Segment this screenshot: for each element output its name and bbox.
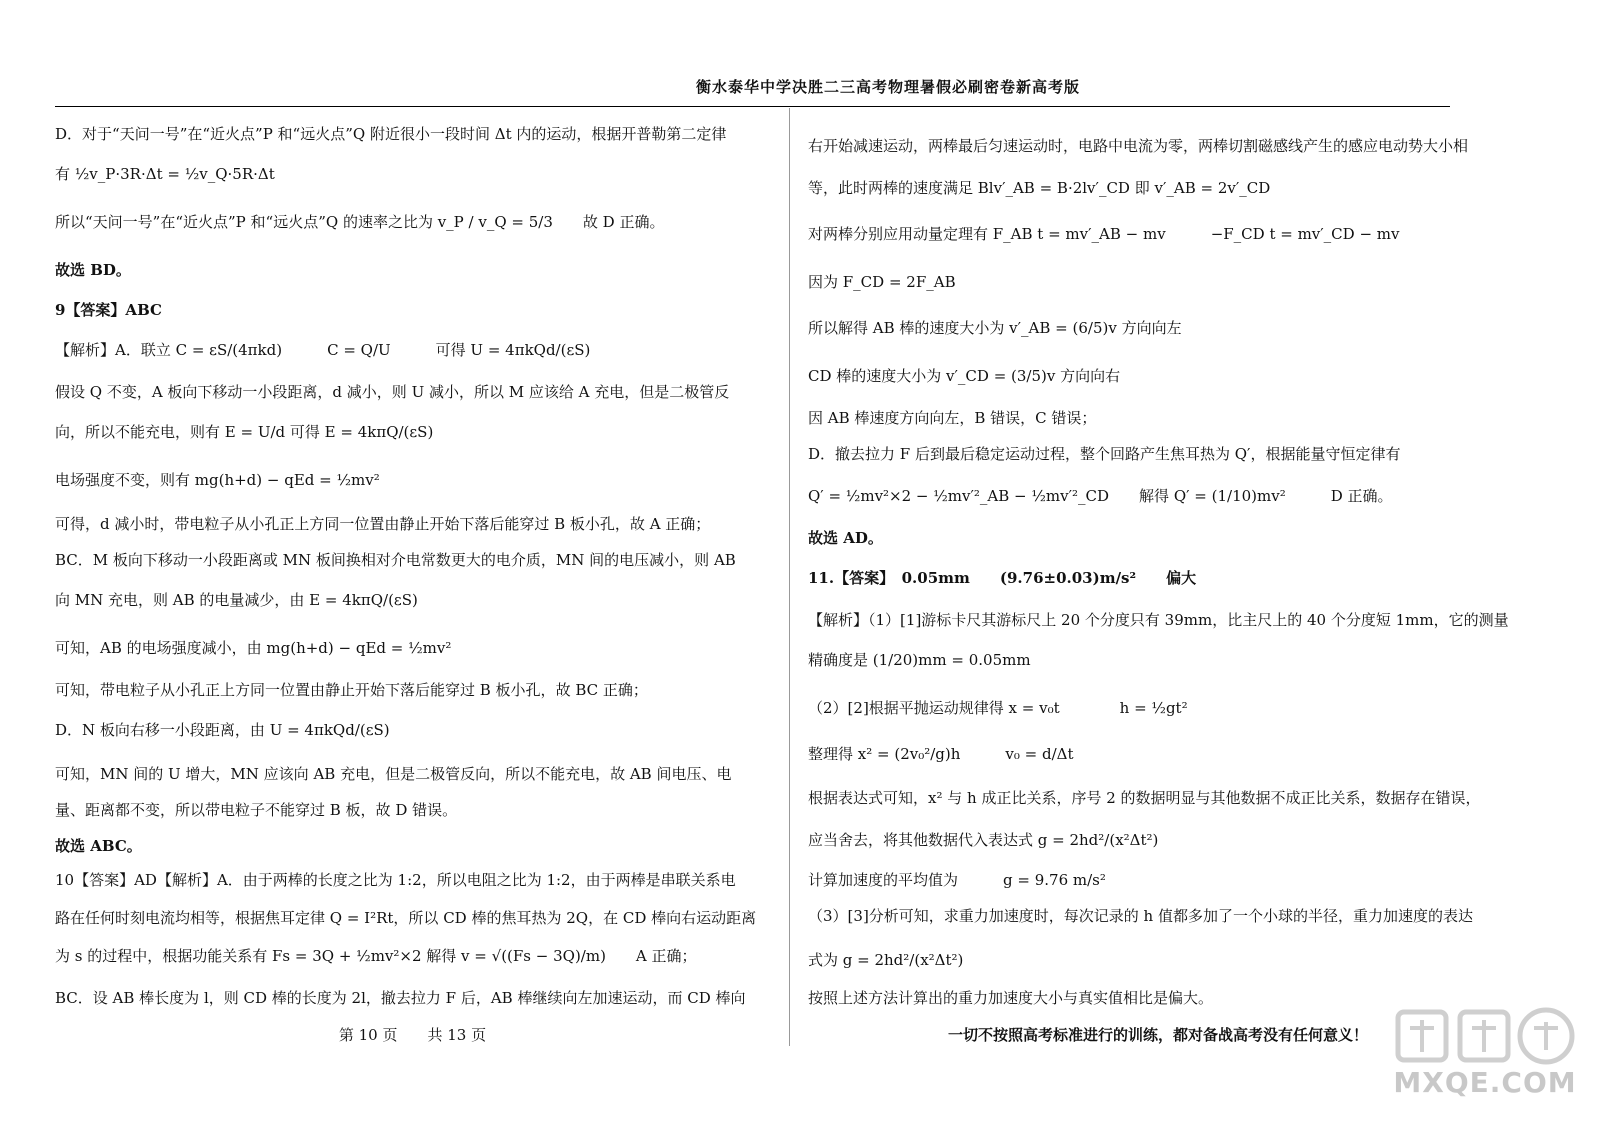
left-line: D．N 板向右移一小段距离，由 U = 4πkQd/(εS) [55, 721, 390, 739]
right-line: 对两棒分别应用动量定理有 F_AB t = mv′_AB − mv −F_CD t = mv′_CD − mv [808, 225, 1400, 243]
left-line: 可知，MN 间的 U 增大，MN 应该向 AB 充电，但是二极管反向，所以不能充电，故 AB 间电压、电 [55, 765, 732, 783]
right-line: 【解析】（1）[1]游标卡尺其游标尺上 20 个分度只有 39mm，比主尺上的 40 个分度短 1mm，它的测量 [808, 611, 1509, 629]
left-line: 向 MN 充电，则 AB 的电量减少，由 E = 4kπQ/(εS) [55, 591, 418, 609]
watermark-text: MXQE.COM [1393, 1066, 1577, 1099]
right-line: （3）[3]分析可知，求重力加速度时，每次记录的 h 值都多加了一个小球的半径，重力加速度的表达 [808, 907, 1473, 925]
left-line: 所以“天问一号”在“近火点”P 和“远火点”Q 的速率之比为 v_P / v_Q = 5/3 故 D 正确。 [55, 213, 665, 231]
left-line: BC．M 板向下移动一小段距离或 MN 板间换相对介电常数更大的电介质，MN 间的电压减小，则 AB [55, 551, 736, 569]
left-line: D．对于“天问一号”在“近火点”P 和“远火点”Q 附近很小一段时间 Δt 内的运动，根据开普勒第二定律 [55, 125, 727, 143]
left-line: 可得，d 减小时，带电粒子从小孔正上方同一位置由静止开始下落后能穿过 B 板小孔，故 A 正确； [55, 515, 711, 533]
right-line: （2）[2]根据平抛运动规律得 x = v₀t h = ½gt² [808, 699, 1188, 717]
left-line: 可知，AB 的电场强度减小，由 mg(h+d) − qEd = ½mv² [55, 639, 452, 657]
right-line: 故选 AD。 [808, 529, 883, 547]
left-line: 故选 ABC。 [55, 837, 142, 855]
left-line: 电场强度不变，则有 mg(h+d) − qEd = ½mv² [55, 471, 380, 489]
right-line: 按照上述方法计算出的重力加速度大小与真实值相比是偏大。 [808, 989, 1214, 1007]
right-line: 因为 F_CD = 2F_AB [808, 273, 956, 291]
column-divider [789, 108, 790, 1046]
right-line: 计算加速度的平均值为 g = 9.76 m/s² [808, 871, 1106, 889]
left-line: 【解析】A．联立 C = εS/(4πkd) C = Q/U 可得 U = 4πkQd/(εS) [55, 341, 591, 359]
left-line: BC．设 AB 棒长度为 l，则 CD 棒的长度为 2l，撤去拉力 F 后，AB 棒继续向左加速运动，而 CD 棒向 [55, 989, 746, 1007]
right-line: 应当舍去，将其他数据代入表达式 g = 2hd²/(x²Δt²) [808, 831, 1159, 849]
left-line: 量、距离都不变，所以带电粒子不能穿过 B 板，故 D 错误。 [55, 801, 458, 819]
right-line: Q′ = ½mv²×2 − ½mv′²_AB − ½mv′²_CD 解得 Q′ = (1/10)mv² D 正确。 [808, 487, 1393, 505]
right-line: 式为 g = 2hd²/(x²Δt²) [808, 951, 964, 969]
left-line: 路在任何时刻电流均相等，根据焦耳定律 Q = I²Rt，所以 CD 棒的焦耳热为 2Q，在 CD 棒向右运动距离 [55, 909, 757, 927]
left-line: 向，所以不能充电，则有 E = U/d 可得 E = 4kπQ/(εS) [55, 423, 434, 441]
answer-heading: 11.【答案】 0.05mm (9.76±0.03)m/s² 偏大 [808, 569, 1197, 587]
left-line: 可知，带电粒子从小孔正上方同一位置由静止开始下落后能穿过 B 板小孔，故 BC 正确； [55, 681, 648, 699]
left-line: 有 ½v_P·3R·Δt = ½v_Q·5R·Δt [55, 165, 275, 183]
answer-heading: 10【答案】AD【解析】A．由于两棒的长度之比为 1:2，所以电阻之比为 1:2，由于两棒是串联关系电 [55, 871, 736, 889]
header-rule [55, 106, 1450, 107]
answer-heading: 9【答案】ABC [55, 301, 162, 319]
left-line: 故选 BD。 [55, 261, 131, 279]
footer-slogan: 一切不按照高考标准进行的训练，都对备战高考没有任何意义！ [947, 1026, 1368, 1044]
left-line: 为 s 的过程中，根据功能关系有 Fs = 3Q + ½mv²×2 解得 v = √((Fs − 3Q)/m) A 正确； [55, 947, 697, 965]
watermark [1390, 1000, 1580, 1110]
right-line: D．撤去拉力 F 后到最后稳定运动过程，整个回路产生焦耳热为 Q′，根据能量守恒定律有 [808, 445, 1401, 463]
header-title: 衡水泰华中学决胜二三高考物理暑假必刷密卷新高考版 [695, 78, 1080, 96]
right-line: 精确度是 (1/20)mm = 0.05mm [808, 651, 1031, 669]
left-line: 假设 Q 不变，A 板向下移动一小段距离，d 减小，则 U 减小，所以 M 应该给 A 充电，但是二极管反 [55, 383, 730, 401]
right-line: 因 AB 棒速度方向向左，B 错误，C 错误； [808, 409, 1097, 427]
right-line: 整理得 x² = (2v₀²/g)h v₀ = d/Δt [808, 745, 1074, 763]
right-line: 等，此时两棒的速度满足 Blv′_AB = B·2lv′_CD 即 v′_AB = 2v′_CD [808, 179, 1271, 197]
right-line: CD 棒的速度大小为 v′_CD = (3/5)v 方向向右 [808, 367, 1121, 385]
right-line: 根据表达式可知，x² 与 h 成正比关系，序号 2 的数据明显与其他数据不成正比关系，数据存在错误， [808, 789, 1481, 807]
page-number: 第 10 页 共 13 页 [338, 1026, 487, 1044]
watermark-logo-icon [1390, 1000, 1580, 1070]
right-line: 所以解得 AB 棒的速度大小为 v′_AB = (6/5)v 方向向左 [808, 319, 1182, 337]
right-line: 右开始减速运动，两棒最后匀速运动时，电路中电流为零，两棒切割磁感线产生的感应电动势大小相 [808, 137, 1469, 155]
